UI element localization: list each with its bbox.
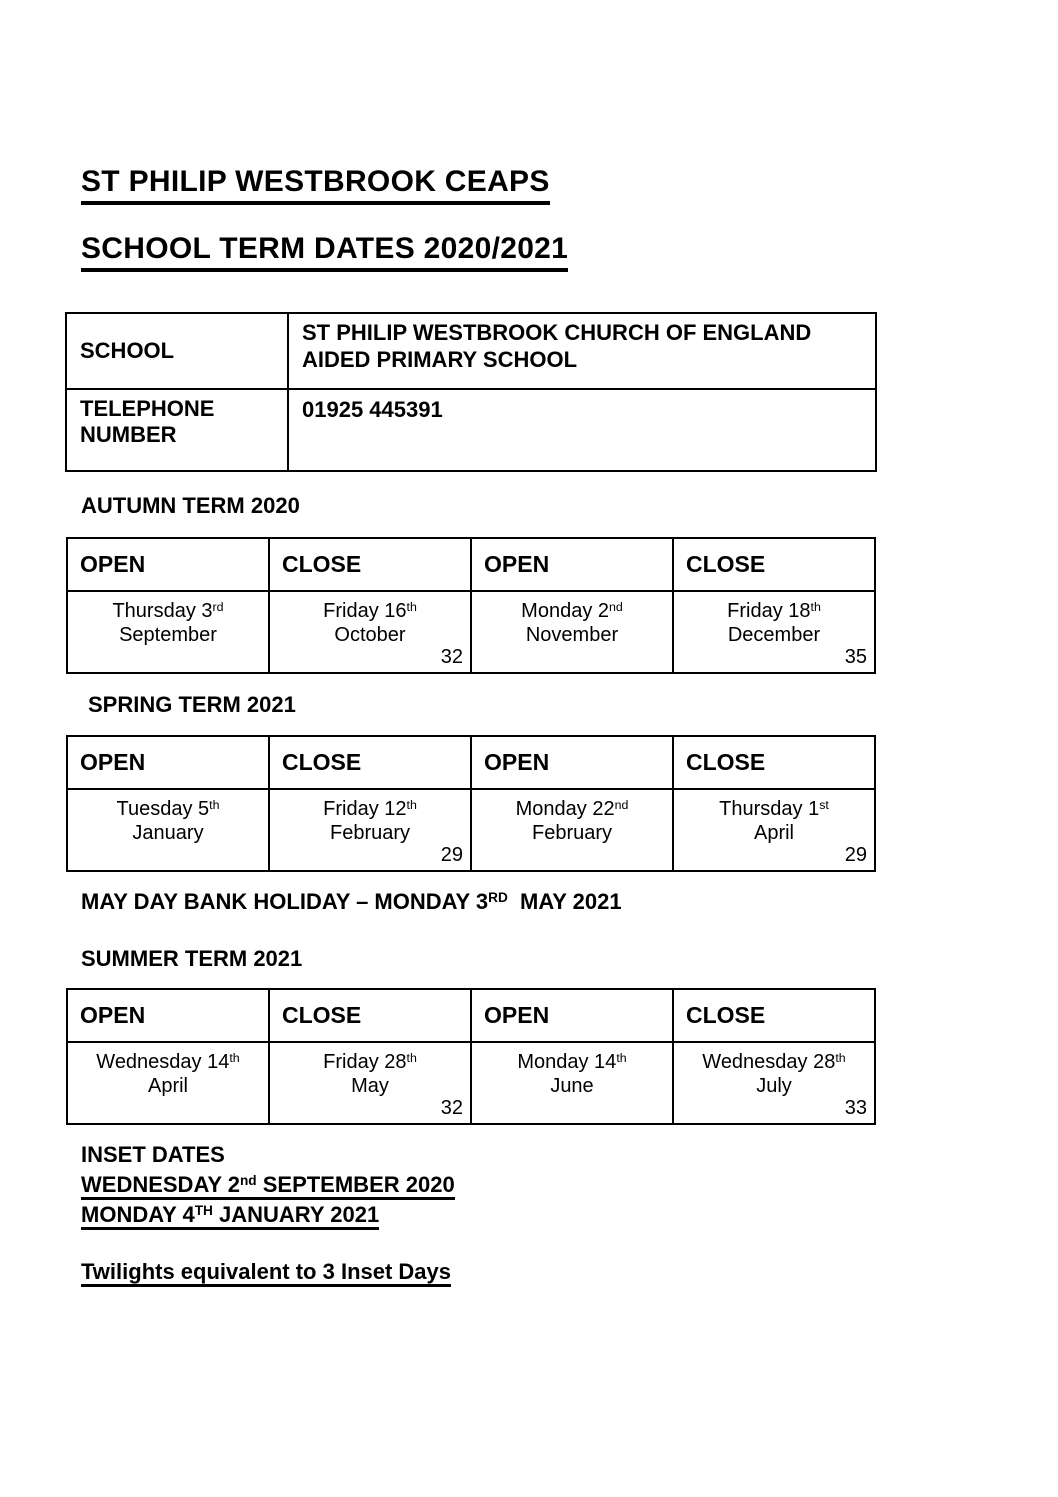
telephone-value: 01925 445391	[288, 389, 876, 471]
column-header-close: CLOSE	[673, 989, 875, 1042]
ordinal-suffix: st	[819, 797, 829, 812]
column-header-open: OPEN	[67, 538, 269, 591]
date-cell	[269, 1042, 471, 1124]
month-line: January	[132, 822, 204, 844]
month-line: June	[550, 1075, 594, 1097]
ordinal-suffix: th	[209, 797, 220, 812]
spring-term-heading: SPRING TERM 2021	[88, 692, 296, 717]
date-text: Wednesday 28	[702, 1051, 836, 1073]
title-text: SCHOOL TERM DATES 2020/2021	[81, 234, 568, 272]
table-row	[66, 313, 876, 389]
column-header-close: CLOSE	[269, 989, 471, 1042]
date-text: Wednesday 14	[96, 1051, 230, 1073]
date-line	[69, 797, 267, 821]
heading-text: INSET DATES	[81, 1142, 225, 1167]
ordinal-suffix: nd	[239, 1173, 257, 1189]
date-line	[271, 1050, 469, 1074]
ordinal-suffix: th	[616, 1050, 627, 1065]
date-text: Monday 22	[515, 798, 615, 820]
ordinal-suffix: TH	[194, 1203, 213, 1219]
date-text: Thursday 1	[719, 798, 820, 820]
date-text: WEDNESDAY 2	[81, 1172, 240, 1198]
date-text: Monday 2	[521, 600, 610, 622]
column-header-close: CLOSE	[673, 736, 875, 789]
date-cell	[269, 591, 471, 673]
ordinal-suffix: th	[810, 599, 821, 614]
autumn-term-table	[66, 537, 876, 674]
school-info-table	[65, 312, 877, 472]
telephone-label: TELEPHONE NUMBER	[66, 389, 288, 471]
underlined-text	[81, 1172, 455, 1200]
weeks-count: 33	[844, 1097, 867, 1119]
date-text: Tuesday 5	[116, 798, 210, 820]
ordinal-suffix: th	[406, 797, 417, 812]
underlined-text	[81, 1202, 379, 1230]
date-line	[271, 599, 469, 623]
ordinal-suffix: th	[406, 1050, 417, 1065]
month-line: May	[351, 1075, 389, 1097]
table-row	[67, 1042, 875, 1124]
date-line	[69, 599, 267, 623]
date-line	[473, 599, 671, 623]
summer-term-table	[66, 988, 876, 1125]
summer-term-heading: SUMMER TERM 2021	[81, 946, 303, 971]
date-text: SEPTEMBER 2020	[256, 1172, 455, 1198]
date-text: Friday 16	[323, 600, 407, 622]
date-line	[675, 1050, 873, 1074]
column-header-open: OPEN	[471, 538, 673, 591]
month-line: February	[329, 822, 411, 844]
document-title-line1	[81, 167, 550, 205]
month-line: October	[334, 624, 406, 646]
column-header-open: OPEN	[471, 736, 673, 789]
month-line: February	[531, 822, 613, 844]
table-header-row	[67, 538, 875, 591]
date-line	[473, 1050, 671, 1074]
month-line: December	[727, 624, 821, 646]
weeks-count: 35	[844, 646, 867, 668]
weeks-count: 29	[844, 844, 867, 866]
ordinal-suffix: th	[229, 1050, 240, 1065]
ordinal-suffix: th	[406, 599, 417, 614]
date-line	[473, 797, 671, 821]
date-cell	[471, 789, 673, 871]
twilights-note	[81, 1259, 451, 1287]
date-text: JANUARY 2021	[212, 1202, 380, 1228]
school-value: ST PHILIP WESTBROOK CHURCH OF ENGLAND AIDED PRIMARY SCHOOL	[288, 313, 876, 389]
underlined-text: Twilights equivalent to 3 Inset Days	[81, 1259, 451, 1287]
note-text: MAY 2021	[507, 889, 622, 914]
inset-date-line	[81, 1200, 455, 1230]
date-text: Friday 28	[323, 1051, 407, 1073]
date-text: Thursday 3	[112, 600, 213, 622]
date-cell	[673, 789, 875, 871]
weeks-count: 29	[440, 844, 463, 866]
date-text: Friday 18	[727, 600, 811, 622]
table-row	[67, 789, 875, 871]
school-label: SCHOOL	[66, 313, 288, 389]
date-line	[271, 797, 469, 821]
inset-date-line	[81, 1170, 455, 1200]
date-line	[675, 797, 873, 821]
date-text: MONDAY 4	[81, 1202, 195, 1228]
column-header-open: OPEN	[471, 989, 673, 1042]
column-header-close: CLOSE	[269, 736, 471, 789]
inset-dates-block	[81, 1140, 455, 1230]
date-text: Friday 12	[323, 798, 407, 820]
date-cell	[67, 591, 269, 673]
spring-term-table	[66, 735, 876, 872]
ordinal-suffix: nd	[614, 797, 629, 812]
weeks-count: 32	[440, 646, 463, 668]
autumn-term-heading: AUTUMN TERM 2020	[81, 493, 300, 518]
ordinal-suffix: rd	[212, 599, 224, 614]
column-header-close: CLOSE	[673, 538, 875, 591]
month-line: April	[753, 822, 794, 844]
date-line	[69, 1050, 267, 1074]
title-text: ST PHILIP WESTBROOK CEAPS	[81, 167, 550, 205]
date-cell	[471, 1042, 673, 1124]
date-cell	[471, 591, 673, 673]
month-line: November	[525, 624, 619, 646]
table-row	[66, 389, 876, 471]
table-row	[67, 591, 875, 673]
date-cell	[673, 1042, 875, 1124]
column-header-open: OPEN	[67, 736, 269, 789]
weeks-count: 32	[440, 1097, 463, 1119]
month-line: July	[756, 1075, 792, 1097]
may-day-bank-holiday-note	[81, 891, 622, 913]
table-header-row	[67, 736, 875, 789]
inset-dates-heading	[81, 1140, 455, 1170]
ordinal-suffix: RD	[488, 890, 508, 906]
column-header-close: CLOSE	[269, 538, 471, 591]
note-text: MAY DAY BANK HOLIDAY – MONDAY 3	[81, 889, 489, 914]
column-header-open: OPEN	[67, 989, 269, 1042]
month-line: April	[147, 1075, 188, 1097]
document-title-line2	[81, 234, 568, 272]
table-header-row	[67, 989, 875, 1042]
month-line: September	[119, 624, 217, 646]
date-cell	[67, 1042, 269, 1124]
date-text: Monday 14	[517, 1051, 617, 1073]
ordinal-suffix: th	[835, 1050, 846, 1065]
date-cell	[269, 789, 471, 871]
date-cell	[67, 789, 269, 871]
date-line	[675, 599, 873, 623]
ordinal-suffix: nd	[609, 599, 623, 614]
date-cell	[673, 591, 875, 673]
